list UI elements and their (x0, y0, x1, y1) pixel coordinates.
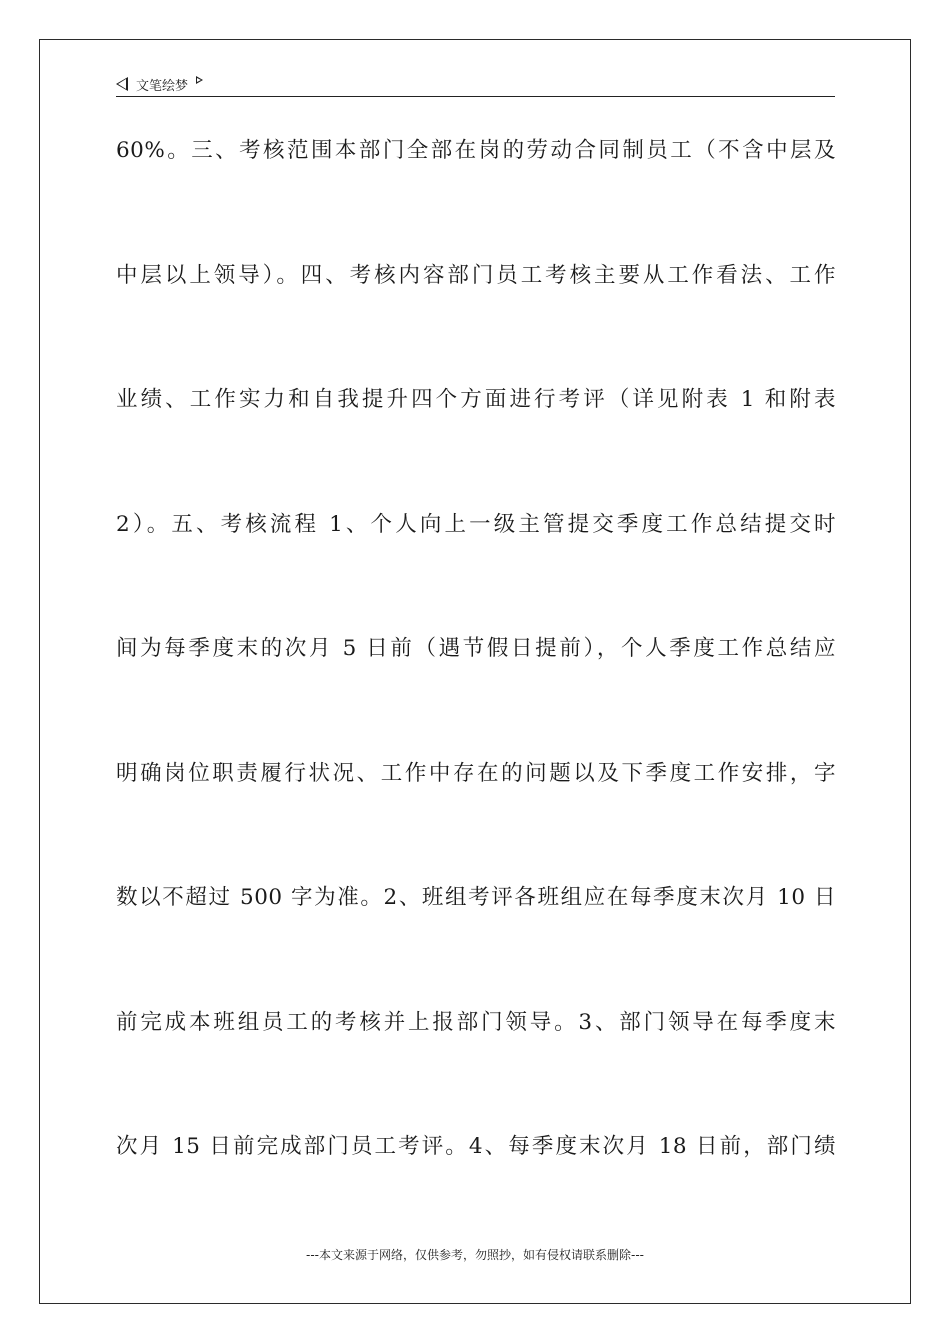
text-line: 60%。三、考核范围本部门全部在岗的劳动合同制员工（不含中层及 (116, 138, 836, 163)
text-line: 业绩、工作实力和自我提升四个方面进行考评（详见附表 1 和附表 (116, 387, 836, 412)
text-line: 间为每季度末的次月 5 日前（遇节假日提前），个人季度工作总结应 (116, 636, 836, 661)
text-line: 数以不超过 500 字为准。2、班组考评各班组应在每季度末次月 10 日 (116, 885, 836, 910)
text-line: 次月 15 日前完成部门员工考评。4、每季度末次月 18 日前，部门绩 (116, 1134, 836, 1159)
text-line: 明确岗位职责履行状况、工作中存在的问题以及下季度工作安排，字 (116, 760, 836, 786)
text-line: 2）。五、考核流程 1、个人向上一级主管提交季度工作总结提交时 (116, 511, 836, 537)
document-body (116, 126, 836, 1247)
text-line: 中层以上领导）。四、考核内容部门员工考核主要从工作看法、工作 (116, 262, 836, 288)
triangle-left-icon (116, 77, 128, 91)
text-line: 前完成本班组员工的考核并上报部门领导。3、部门领导在每季度末 (116, 1009, 836, 1035)
header-brand: 文笔绘梦 (136, 78, 189, 94)
triangle-right-icon (196, 76, 203, 84)
page-header (116, 72, 835, 97)
page-footer: ---本文来源于网络，仅供参考，勿照抄，如有侵权请联系删除--- (306, 1248, 644, 1262)
